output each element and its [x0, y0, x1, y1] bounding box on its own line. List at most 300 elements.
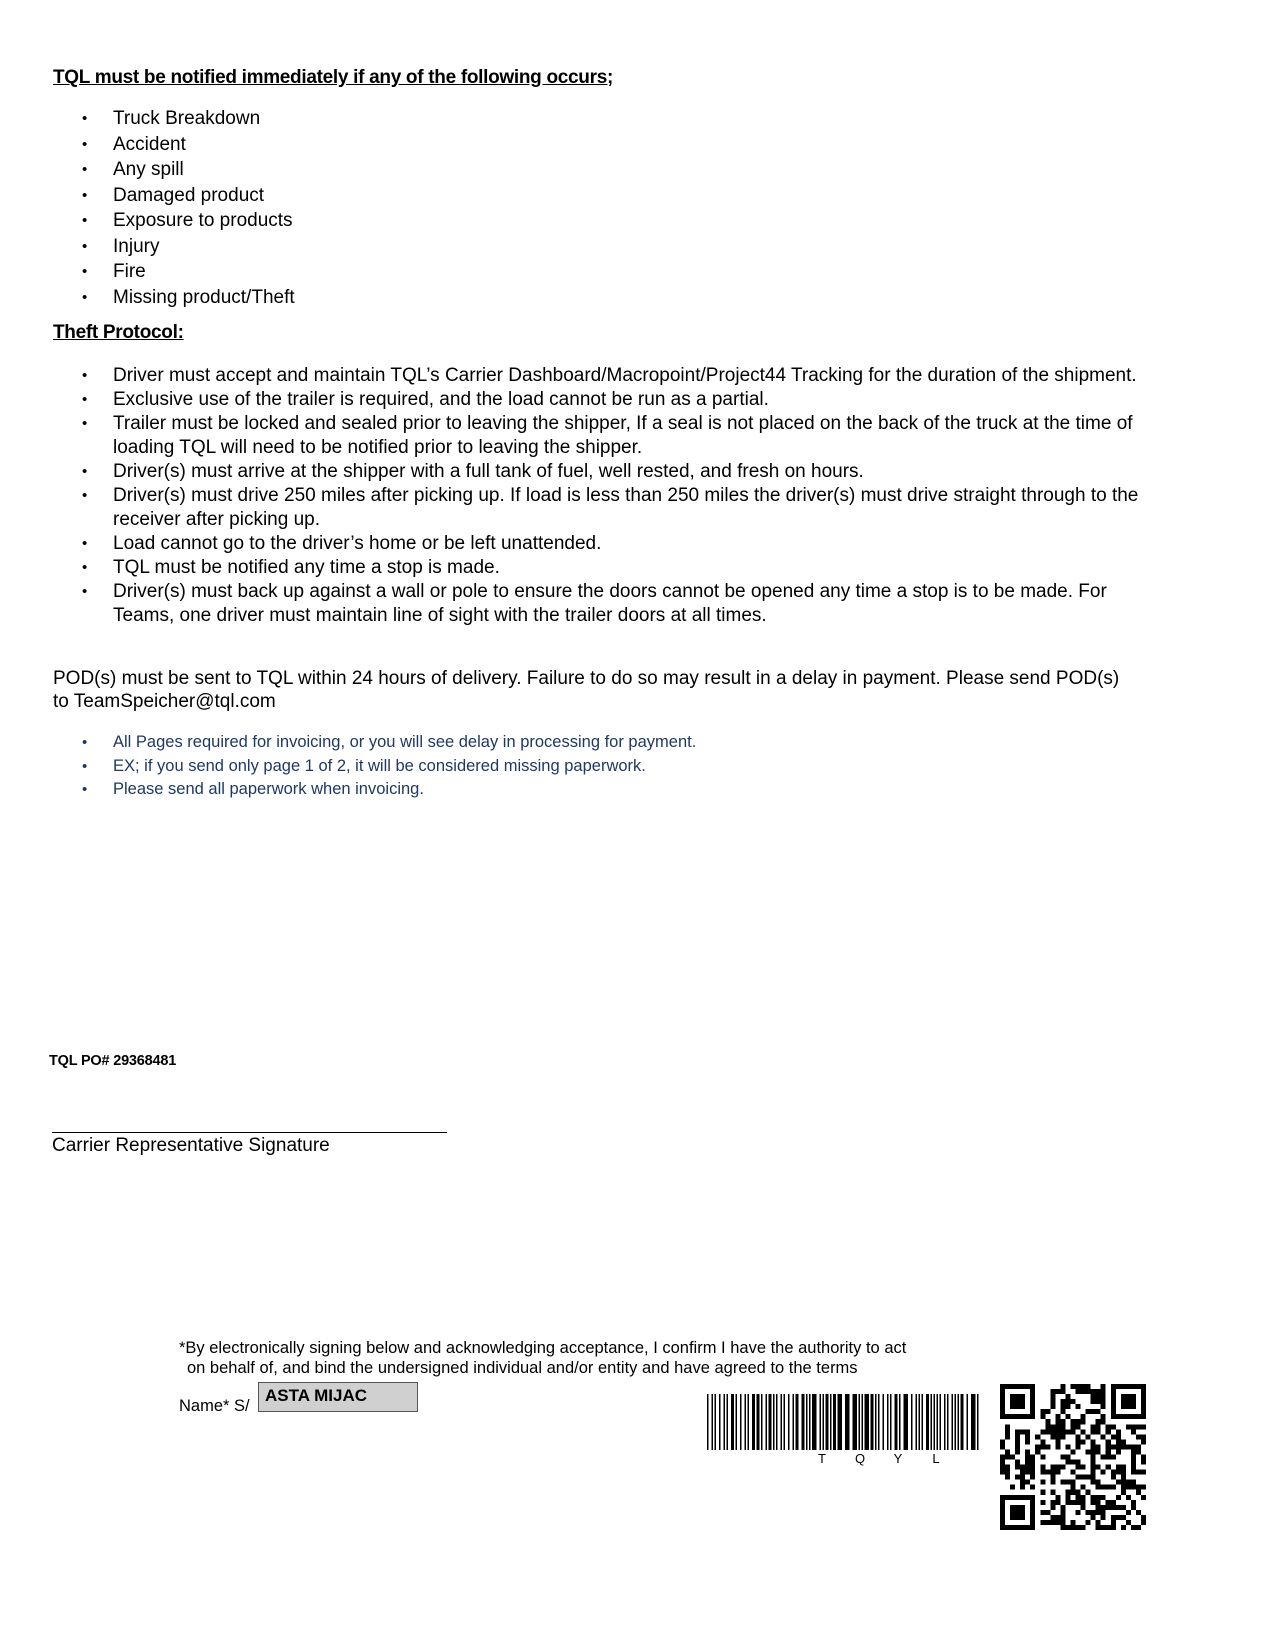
qr-module [1101, 1419, 1106, 1424]
qr-module [1121, 1485, 1126, 1490]
qr-module [1126, 1480, 1131, 1485]
signature-line[interactable] [52, 1132, 447, 1133]
bullet-icon: • [82, 487, 88, 504]
barcode-bar [862, 1394, 864, 1450]
barcode-bar [748, 1394, 750, 1450]
qr-module [1116, 1429, 1121, 1434]
qr-module [1081, 1384, 1086, 1389]
bullet-icon: • [82, 288, 88, 306]
barcode-letter: Q [854, 1451, 866, 1466]
notify-heading: TQL must be notified immediately if any of the following occurs; [53, 67, 614, 88]
qr-module [1121, 1470, 1126, 1475]
qr-module [1005, 1454, 1010, 1459]
qr-module [1121, 1444, 1126, 1449]
barcode-bar [961, 1394, 964, 1450]
qr-module [1060, 1454, 1065, 1459]
bullet-icon: • [82, 781, 88, 798]
qr-module [1141, 1520, 1146, 1525]
qr-module [1065, 1500, 1070, 1505]
qr-module [1076, 1510, 1081, 1515]
qr-module [1126, 1444, 1131, 1449]
barcode-bar [859, 1394, 861, 1450]
qr-module [1055, 1520, 1060, 1525]
qr-module [1131, 1429, 1136, 1434]
qr-module [1055, 1414, 1060, 1419]
qr-module [1081, 1439, 1086, 1444]
qr-module [1091, 1500, 1096, 1505]
qr-module [1096, 1409, 1101, 1414]
qr-module [1055, 1419, 1060, 1424]
qr-module [1121, 1515, 1126, 1520]
qr-module [1106, 1505, 1111, 1510]
qr-module [1101, 1510, 1106, 1515]
qr-module [1081, 1429, 1086, 1434]
barcode-bar [899, 1394, 901, 1450]
qr-module [1045, 1409, 1050, 1414]
barcode-bar [947, 1394, 949, 1450]
qr-module [1106, 1454, 1111, 1459]
qr-module [1096, 1449, 1101, 1454]
qr-module [1045, 1429, 1050, 1434]
qr-module [1060, 1384, 1065, 1389]
qr-module [1101, 1404, 1106, 1409]
qr-module [1101, 1434, 1106, 1439]
qr-module [1136, 1485, 1141, 1490]
qr-module [1030, 1475, 1035, 1480]
qr-module [1055, 1444, 1060, 1449]
qr-module [1060, 1525, 1065, 1530]
qr-module [1065, 1394, 1070, 1399]
barcode-bar [826, 1394, 829, 1450]
theft-item [53, 580, 1143, 628]
notify-item-text: Any spill [113, 159, 184, 180]
qr-module [1020, 1429, 1025, 1434]
qr-module [1121, 1490, 1126, 1495]
qr-module [1091, 1515, 1096, 1520]
theft-item-text: Driver(s) must back up against a wall or pole to ensure the doors cannot be opened any time a stop is to be made. For Teams, one driver must maintain line of sight with the trailer doors at all times. [113, 581, 1107, 626]
qr-module [1116, 1470, 1121, 1475]
qr-module [1060, 1520, 1065, 1525]
barcode-bar [773, 1394, 775, 1450]
barcode-bar [958, 1394, 960, 1450]
qr-module [1050, 1399, 1055, 1404]
qr-module [1060, 1404, 1065, 1409]
invoice-list [53, 731, 1153, 802]
qr-module [1111, 1434, 1116, 1439]
qr-module [1015, 1434, 1020, 1439]
barcode-bar [883, 1394, 885, 1450]
qr-module [1111, 1515, 1116, 1520]
qr-module [1065, 1525, 1070, 1530]
qr-module [1025, 1454, 1030, 1459]
barcode-bar [776, 1394, 778, 1450]
qr-module [1091, 1465, 1096, 1470]
qr-module [1070, 1520, 1075, 1525]
barcode-bar [727, 1394, 729, 1450]
qr-module [1035, 1444, 1040, 1449]
qr-module [1096, 1389, 1101, 1394]
notify-item-text: Fire [113, 261, 146, 282]
qr-module [1121, 1505, 1126, 1510]
barcode-bar [865, 1394, 870, 1450]
barcode-bar [812, 1394, 817, 1450]
qr-module [1055, 1424, 1060, 1429]
barcode-bar [833, 1394, 836, 1450]
qr-module [1070, 1525, 1075, 1530]
qr-module [1111, 1475, 1116, 1480]
qr-module [1030, 1485, 1035, 1490]
qr-module [1050, 1465, 1055, 1470]
qr-module [1136, 1424, 1141, 1429]
qr-module [1116, 1480, 1121, 1485]
barcode-bar [871, 1394, 874, 1450]
qr-module [1111, 1470, 1116, 1475]
qr-module [1050, 1490, 1055, 1495]
qr-module [1141, 1470, 1146, 1475]
qr-module [1136, 1525, 1141, 1530]
qr-module [1081, 1495, 1086, 1500]
qr-module [1000, 1454, 1005, 1459]
theft-item [53, 460, 1143, 484]
qr-module [1065, 1480, 1070, 1485]
qr-module [1005, 1424, 1010, 1429]
qr-module [1030, 1470, 1035, 1475]
barcode-bar [904, 1394, 909, 1450]
qr-module [1131, 1444, 1136, 1449]
qr-module [1070, 1419, 1075, 1424]
qr-module [1091, 1424, 1096, 1429]
qr-module [1091, 1495, 1096, 1500]
qr-module [1055, 1470, 1060, 1475]
qr-module [1091, 1449, 1096, 1454]
qr-module [1005, 1429, 1010, 1434]
notify-item-text: Missing product/Theft [113, 286, 295, 308]
bullet-icon: • [82, 391, 88, 408]
qr-module [1086, 1520, 1091, 1525]
qr-module [1060, 1434, 1065, 1439]
qr-module [1076, 1465, 1081, 1470]
theft-item-text: TQL must be notified any time a stop is made. [113, 557, 500, 578]
qr-module [1020, 1465, 1025, 1470]
barcode-bar [745, 1394, 747, 1450]
qr-module [1096, 1399, 1101, 1404]
qr-module [1040, 1510, 1045, 1515]
qr-module [1101, 1505, 1106, 1510]
barcode-bar [736, 1394, 738, 1450]
barcode-bar [853, 1394, 858, 1450]
barcode-bar [838, 1394, 843, 1450]
qr-module [1131, 1449, 1136, 1454]
notify-item [53, 234, 1203, 260]
qr-module [1091, 1454, 1096, 1459]
qr-module [1081, 1485, 1086, 1490]
qr-module [1086, 1449, 1091, 1454]
qr-module [1045, 1424, 1050, 1429]
qr-module [1055, 1439, 1060, 1444]
bullet-icon: • [82, 583, 88, 600]
barcode-bar [769, 1394, 772, 1450]
qr-module [1025, 1439, 1030, 1444]
qr-module [1086, 1490, 1091, 1495]
barcode [707, 1394, 982, 1452]
qr-module [1025, 1480, 1030, 1485]
qr-module [1030, 1454, 1035, 1459]
qr-module [1055, 1389, 1060, 1394]
barcode-bar [715, 1394, 717, 1450]
qr-module [1045, 1419, 1050, 1424]
qr-module [1065, 1399, 1070, 1404]
qr-module [1065, 1495, 1070, 1500]
barcode-bar [922, 1394, 924, 1450]
qr-module [1076, 1389, 1081, 1394]
barcode-bar [845, 1394, 850, 1450]
qr-module [1015, 1475, 1020, 1480]
qr-module [1040, 1490, 1045, 1495]
qr-code [1000, 1384, 1146, 1530]
qr-module [1091, 1399, 1096, 1404]
qr-module [1050, 1394, 1055, 1399]
qr-module [1121, 1465, 1126, 1470]
barcode-bar [830, 1394, 832, 1450]
qr-module [1005, 1434, 1010, 1439]
qr-module [1081, 1389, 1086, 1394]
barcode-letter: L [932, 1451, 940, 1466]
qr-module [1025, 1470, 1030, 1475]
bullet-icon: • [82, 110, 88, 127]
barcode-bar [875, 1394, 877, 1450]
qr-module [1141, 1515, 1146, 1520]
qr-module [1091, 1439, 1096, 1444]
esign-legal-line1: *By electronically signing below and acknowledging acceptance, I confirm I have the authority to act [179, 1339, 907, 1357]
barcode-bar [707, 1394, 709, 1450]
qr-module [1126, 1485, 1131, 1490]
qr-module [1121, 1475, 1126, 1480]
qr-module [1010, 1505, 1025, 1520]
qr-module [1121, 1394, 1136, 1409]
qr-module [1131, 1465, 1136, 1470]
barcode-bar [919, 1394, 921, 1450]
qr-module [1076, 1495, 1081, 1500]
qr-module [1000, 1465, 1005, 1470]
qr-module [1070, 1429, 1075, 1434]
barcode-bar [793, 1394, 795, 1450]
invoice-item [53, 778, 1153, 802]
qr-module [1096, 1424, 1101, 1429]
qr-module [1086, 1389, 1091, 1394]
barcode-bar [911, 1394, 913, 1450]
qr-module [1065, 1429, 1070, 1434]
invoice-item-text: Please send all paperwork when invoicing. [113, 780, 424, 798]
qr-module [1055, 1429, 1060, 1434]
barcode-bar [820, 1394, 822, 1450]
qr-module [1091, 1475, 1096, 1480]
barcode-bar [752, 1394, 755, 1450]
qr-module [1121, 1525, 1126, 1530]
barcode-bar [971, 1394, 976, 1450]
qr-module [1050, 1404, 1055, 1409]
qr-module [1096, 1505, 1101, 1510]
notify-item-text: Truck Breakdown [113, 108, 261, 129]
qr-module [1060, 1510, 1065, 1515]
qr-module [1015, 1439, 1020, 1444]
theft-item-text: Exclusive use of the trailer is required, and the load cannot be run as a partial. [113, 389, 769, 410]
qr-module [1025, 1449, 1030, 1454]
qr-module [1091, 1429, 1096, 1434]
theft-item-text: Driver(s) must drive 250 miles after picking up. If load is less than 250 miles the driver(s) must drive straight through to the receiver after picking up. [113, 485, 1139, 530]
qr-module [1070, 1460, 1075, 1465]
qr-module [1030, 1460, 1035, 1465]
qr-module [1126, 1520, 1131, 1525]
qr-module [1111, 1485, 1116, 1490]
qr-module [1101, 1399, 1106, 1404]
qr-module [1065, 1404, 1070, 1409]
barcode-bar [878, 1394, 880, 1450]
barcode-bar [931, 1394, 933, 1450]
qr-module [1096, 1525, 1101, 1530]
qr-module [1040, 1470, 1045, 1475]
qr-module [1141, 1495, 1146, 1500]
qr-module [1091, 1460, 1096, 1465]
qr-module [1081, 1505, 1086, 1510]
qr-module [1096, 1419, 1101, 1424]
qr-module [1106, 1465, 1111, 1470]
notify-item [53, 285, 1203, 311]
theft-list [53, 364, 1143, 628]
barcode-bar [712, 1394, 714, 1450]
theft-item-text: Driver must accept and maintain TQL’s Carrier Dashboard/Macropoint/Project44 Tracking for the duration of the shipment. [113, 365, 1137, 386]
qr-module [1050, 1475, 1055, 1480]
qr-module [1055, 1515, 1060, 1520]
qr-module [1060, 1424, 1065, 1429]
qr-module [1040, 1414, 1045, 1419]
bullet-icon: • [82, 463, 88, 480]
theft-item [53, 556, 1143, 580]
qr-module [1101, 1470, 1106, 1475]
qr-module [1050, 1500, 1055, 1505]
signature-label: Carrier Representative Signature [52, 1135, 330, 1156]
theft-item-text: Driver(s) must arrive at the shipper with a full tank of fuel, well rested, and fresh on hours. [113, 461, 864, 482]
barcode-bar [761, 1394, 763, 1450]
qr-module [1121, 1480, 1126, 1485]
qr-module [1045, 1444, 1050, 1449]
qr-module [1136, 1490, 1141, 1495]
barcode-bar [926, 1394, 929, 1450]
qr-module [1081, 1419, 1086, 1424]
notify-item [53, 157, 1203, 183]
qr-module [1060, 1419, 1065, 1424]
qr-module [1131, 1485, 1136, 1490]
qr-module [1045, 1510, 1050, 1515]
qr-module [1025, 1465, 1030, 1470]
qr-module [1060, 1465, 1065, 1470]
qr-module [1096, 1510, 1101, 1515]
bullet-icon: • [82, 135, 88, 153]
qr-module [1060, 1429, 1065, 1434]
bullet-icon: • [82, 212, 88, 229]
invoice-item [53, 755, 1153, 779]
qr-module [1086, 1510, 1091, 1515]
bullet-icon: • [82, 535, 88, 552]
qr-module [1060, 1515, 1065, 1520]
qr-module [1055, 1500, 1060, 1505]
qr-module [1050, 1429, 1055, 1434]
qr-module [1081, 1525, 1086, 1530]
qr-module [1131, 1480, 1136, 1485]
qr-module [1096, 1465, 1101, 1470]
qr-module [1076, 1424, 1081, 1429]
qr-module [1131, 1505, 1136, 1510]
invoice-item [53, 731, 1153, 755]
name-label: Name* S/ [179, 1397, 250, 1415]
qr-module [1040, 1500, 1045, 1505]
esign-legal-line2: on behalf of, and bind the undersigned individual and/or entity and have agreed to the terms [187, 1359, 858, 1377]
qr-module [1015, 1429, 1020, 1434]
qr-module [1106, 1439, 1111, 1444]
qr-module [1005, 1475, 1010, 1480]
qr-module [1040, 1465, 1045, 1470]
qr-module [1045, 1470, 1050, 1475]
barcode-bar [796, 1394, 799, 1450]
qr-module [1060, 1480, 1065, 1485]
bullet-icon: • [82, 367, 88, 384]
qr-module [1096, 1480, 1101, 1485]
barcode-letter: T [818, 1451, 826, 1466]
name-field[interactable]: ASTA MIJAC [258, 1382, 418, 1412]
qr-module [1040, 1520, 1045, 1525]
qr-module [1050, 1520, 1055, 1525]
qr-module [1131, 1500, 1136, 1505]
qr-module [1141, 1424, 1146, 1429]
qr-module [1030, 1465, 1035, 1470]
qr-module [1076, 1434, 1081, 1439]
qr-module [1065, 1414, 1070, 1419]
barcode-bar [977, 1394, 979, 1450]
qr-module [1055, 1495, 1060, 1500]
qr-module [1126, 1424, 1131, 1429]
qr-module [1000, 1444, 1005, 1449]
qr-module [1091, 1510, 1096, 1515]
qr-module [1010, 1454, 1015, 1459]
barcode-bar [766, 1394, 768, 1450]
qr-module [1076, 1404, 1081, 1409]
notify-item [53, 106, 1203, 132]
qr-module [1070, 1485, 1075, 1490]
qr-module [1131, 1460, 1136, 1465]
qr-module [1015, 1449, 1020, 1454]
qr-module [1106, 1525, 1111, 1530]
barcode-bar [890, 1394, 892, 1450]
bullet-icon: • [82, 237, 88, 255]
qr-module [1050, 1434, 1055, 1439]
qr-module [1040, 1429, 1045, 1434]
qr-module [1015, 1460, 1020, 1465]
qr-module [1101, 1495, 1106, 1500]
qr-module [1086, 1409, 1091, 1414]
notify-item [53, 132, 1203, 158]
barcode-bar [934, 1394, 936, 1450]
qr-module [1131, 1525, 1136, 1530]
qr-module [1141, 1434, 1146, 1439]
po-number: TQL PO# 29368481 [49, 1053, 177, 1069]
qr-module [1070, 1500, 1075, 1505]
qr-module [1076, 1475, 1081, 1480]
qr-module [1035, 1449, 1040, 1454]
qr-module [1116, 1495, 1121, 1500]
notify-item [53, 208, 1203, 234]
qr-module [1010, 1485, 1015, 1490]
barcode-bar [802, 1394, 805, 1450]
qr-module [1081, 1500, 1086, 1505]
